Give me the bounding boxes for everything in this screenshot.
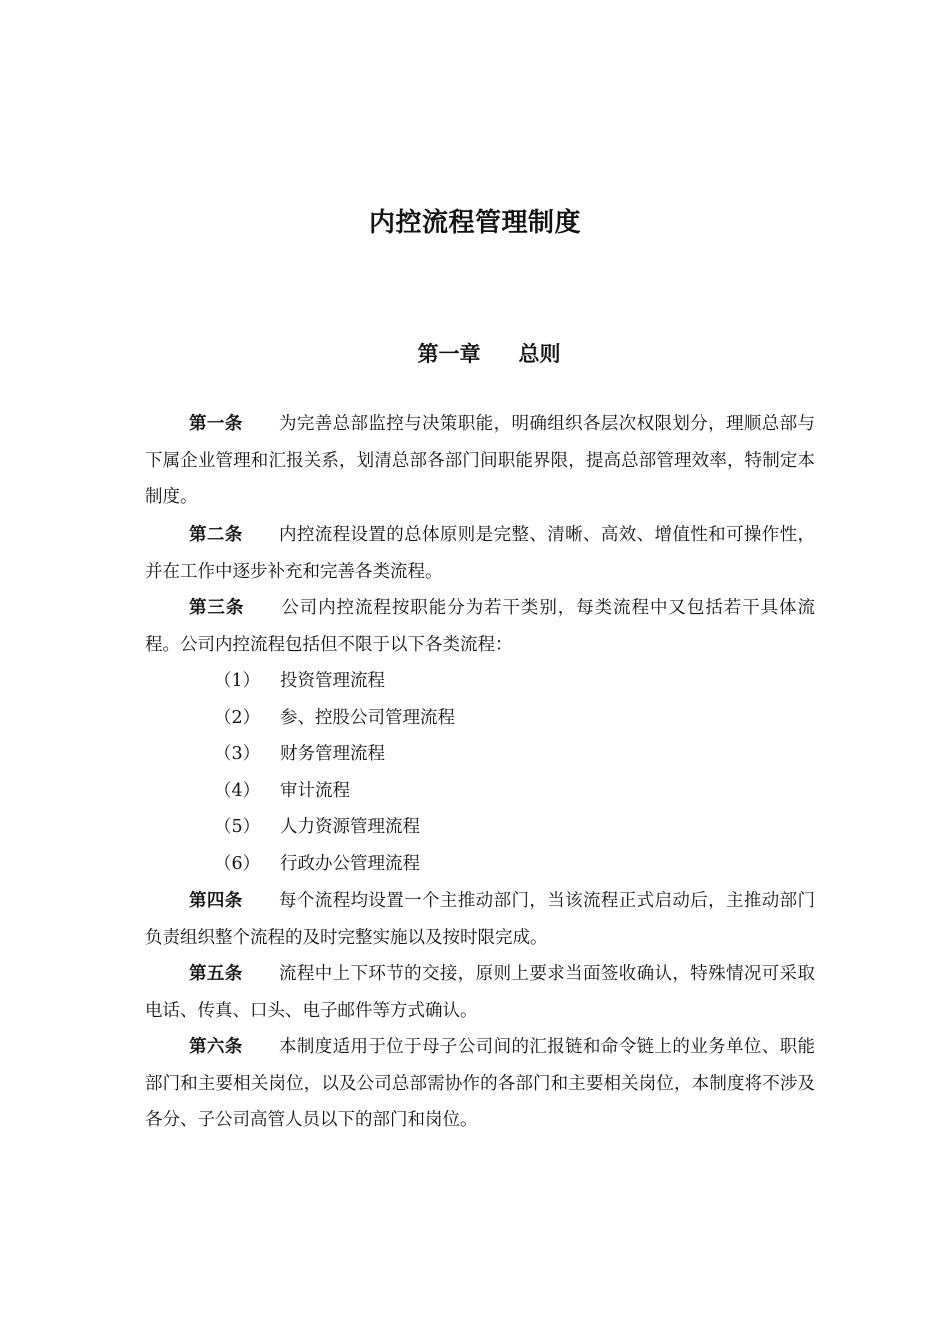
- list-label: 人力资源管理流程: [280, 817, 420, 837]
- article-number: 第一条: [189, 414, 243, 434]
- article-2: [145, 517, 815, 590]
- article-5: [145, 956, 815, 1029]
- list-label: 行政办公管理流程: [280, 854, 420, 874]
- article-text: 公司内控流程按职能分为若干类别，每类流程中又包括若干具体流程。公司内控流程包括但不限于以下各类流程：: [145, 598, 815, 655]
- article-text: 本制度适用于位于母子公司间的汇报链和命令链上的业务单位、职能部门和主要相关岗位，以及公司总部需协作的各部门和主要相关岗位，本制度将不涉及各分、子公司高管人员以下的部门和岗位。: [145, 1037, 816, 1130]
- article-number: 第六条: [189, 1037, 243, 1057]
- article-text: 每个流程均设置一个主推动部门，当该流程正式启动后，主推动部门负责组织整个流程的及时完整实施以及按时限完成。: [145, 891, 816, 948]
- process-list-item: [214, 773, 350, 810]
- process-list-item: [214, 846, 420, 883]
- chapter-name: 总则: [518, 342, 561, 366]
- article-number: 第三条: [189, 598, 245, 618]
- process-list-item: [214, 663, 385, 700]
- list-label: 财务管理流程: [280, 744, 385, 764]
- article-number: 第二条: [189, 525, 243, 545]
- chapter-number: 第一章: [417, 342, 481, 366]
- process-list-item: [214, 809, 420, 846]
- process-list-item: [214, 736, 385, 773]
- list-index: （3）: [214, 744, 261, 764]
- chapter-heading: [0, 336, 950, 372]
- article-text: 内控流程设置的总体原则是完整、清晰、高效、增值性和可操作性，并在工作中逐步补充和完善各类流程。: [145, 525, 816, 582]
- document-title: 内控流程管理制度: [368, 208, 581, 238]
- article-text: 流程中上下环节的交接，原则上要求当面签收确认，特殊情况可采取电话、传真、口头、电子邮件等方式确认。: [145, 964, 816, 1021]
- list-label: 审计流程: [280, 781, 350, 801]
- article-4: [145, 883, 815, 956]
- list-index: （5）: [214, 817, 261, 837]
- article-6: [145, 1029, 815, 1139]
- list-index: （2）: [214, 708, 261, 728]
- article-text: 为完善总部监控与决策职能，明确组织各层次权限划分，理顺总部与下属企业管理和汇报关系，划清总部各部门间职能界限，提高总部管理效率，特制定本制度。: [145, 414, 816, 507]
- list-label: 参、控股公司管理流程: [280, 708, 455, 728]
- list-index: （1）: [214, 671, 261, 691]
- list-index: （6）: [214, 854, 261, 874]
- article-number: 第四条: [189, 891, 243, 911]
- article-1: [145, 406, 815, 516]
- article-number: 第五条: [189, 964, 243, 984]
- process-list-item: [214, 700, 455, 737]
- article-3: [145, 590, 815, 663]
- list-index: （4）: [214, 781, 261, 801]
- list-label: 投资管理流程: [280, 671, 385, 691]
